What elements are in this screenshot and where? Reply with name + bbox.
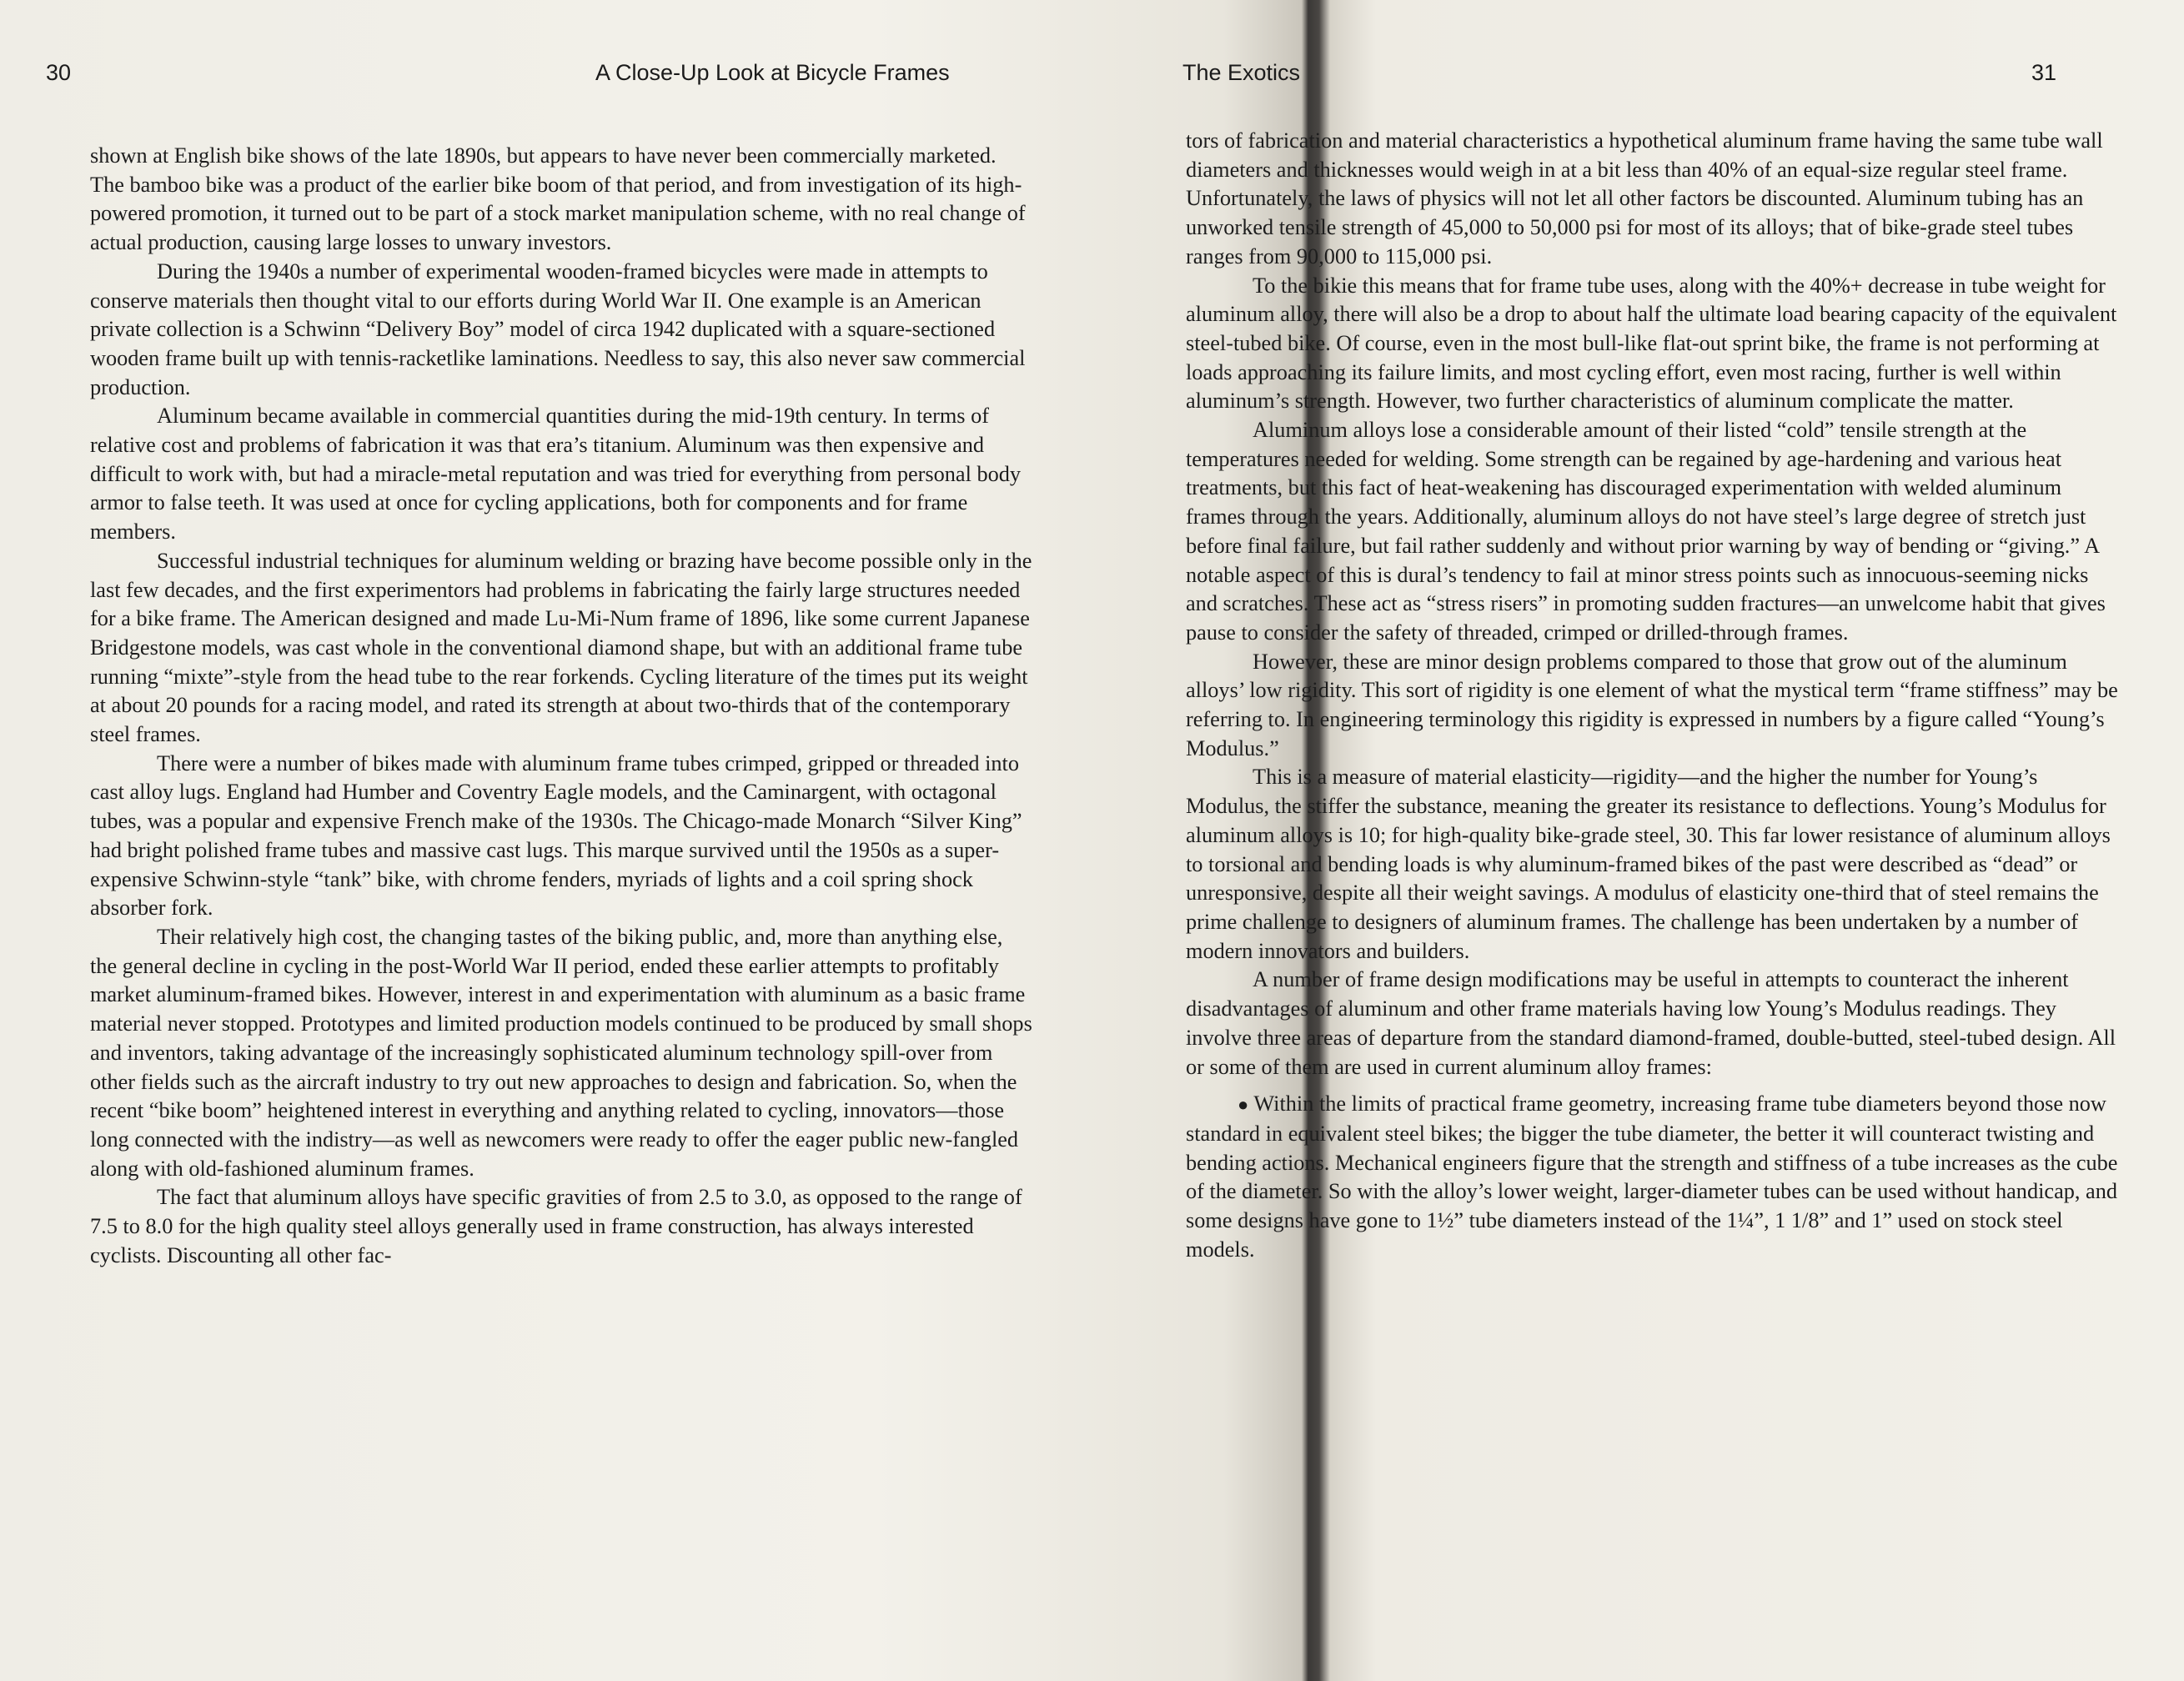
running-head: The Exotics	[1182, 60, 1301, 85]
paragraph: This is a measure of material elasticity—rigidity—and the higher the number for Young’s Modulus, the stiffer the substance, meaning the greater its resistance to deflections. Young’s Modulus for aluminum alloys is 10; for high-quality bike-grade steel, 30. This far lower resistance of aluminum alloys to torsional and bending loads is why aluminum-framed bikes of the past were described as “dead” or unresponsive, despite all their weight savings. A modulus of elasticity one-third that of steel remains the prime challenge to designers of aluminum frames. The challenge has been undertaken by a number of modern innovators and builders.	[1186, 765, 2111, 963]
paragraph: Aluminum became available in commercial quantities during the mid-19th century. In terms of relative cost and problems of fabrication it was that era’s titanium. Aluminum was then expensive and difficult to work with, but had a miracle-metal reputation and was tried for everything from personal body armor to false teeth. It was used at once for cycling applications, both for components and for frame members.	[90, 404, 1022, 544]
paragraph: shown at English bike shows of the late 1890s, but appears to have never been commercially marketed. The bamboo bike was a product of the earlier bike boom of that period, and from investigation of its high-powered promotion, it turned out to be part of a stock market manipulation scheme, with no real change of actual production, causing large losses to unwary investors.	[90, 143, 1026, 255]
page-number: 30	[46, 60, 72, 85]
paragraph: There were a number of bikes made with aluminum frame tubes crimped, gripped or threaded into cast alloy lugs. England had Humber and Coventry Eagle models, and the Caminargent, with octagonal tubes, was a popular and expensive French make of the 1930s. The Chicago-made Monarch “Silver King” had bright polished frame tubes and massive cast lugs. This marque survived until the 1950s as a super-expensive Schwinn-style “tank” bike, with chrome fenders, myriads of lights and a coil spring shock absorber fork.	[90, 750, 1022, 921]
paragraph: A number of frame design modifications may be useful in attempts to counteract the inherent disadvantages of aluminum and other frame materials having low Young’s Modulus readings. They involve three areas of departure from the standard diamond-framed, double-butted, steel-tubed design. All or some of them are used in current aluminum alloy frames:	[1186, 967, 2116, 1079]
paragraph: Their relatively high cost, the changing tastes of the biking public, and, more than anything else, the general decline in cycling in the post-World War II period, ended these earlier attempts to profitably market aluminum-framed bikes. However, interest in and experimentation with aluminum as a basic frame material never stopped. Prototypes and limited production models continued to be produced by small shops and inventors, taking advantage of the increasingly sophisticated aluminum technology spill-over from other fields such as the aircraft industry to try out new approaches to design and fabrication. So, when the recent “bike boom” heightened interest in everything and anything related to cycling, innovators—those long connected with the indistry—as well as newcomers were ready to offer the eager public new-fangled along with old-fashioned aluminum frames.	[90, 924, 1032, 1181]
left-page	[0, 0, 1084, 1681]
right-page	[1099, 0, 2184, 1681]
bullet-item	[1186, 1090, 2118, 1264]
paragraph: However, these are minor design problems compared to those that grow out of the aluminum alloys’ low rigidity. This sort of rigidity is one element of what the mystical term “frame stiffness” may be referring to. In engineering terminology this rigidity is expressed in numbers by a figure called “Young’s Modulus.”	[1186, 649, 2118, 760]
paragraph: To the bikie this means that for frame tube uses, along with the 40%+ decrease in tube weight for aluminum alloy, there will also be a drop to about half the ultimate load bearing capacity of the equivalent steel-tubed bike. Of course, even in the most bull-like flat-out sprint bike, the frame is not performing at loads approaching its failure limits, and most cycling effort, even most racing, further is well within aluminum’s strength. However, two further characteristics of aluminum complicate the matter.	[1186, 273, 2117, 414]
paragraph: Aluminum alloys lose a considerable amount of their listed “cold” tensile strength at the temperatures needed for welding. Some strength can be regained by age-hardening and various heat treatments, but this fact of heat-weakening has discouraged experimentation with welded aluminum frames through the years. Additionally, aluminum alloys do not have steel’s large degree of stretch just before final failure, but fail rather suddenly and without prior warning by way of bending or “giving.” A notable aspect of this is dural’s tendency to fail at minor stress points such as innocuous-seeming nicks and scratches. These act as “stress risers” in promoting sudden fractures—an unwelcome habit that gives pause to consider the safety of threaded, crimped or drilled-through frames.	[1186, 418, 2106, 645]
paragraph: During the 1940s a number of experimental wooden-framed bicycles were made in attempts to conserve materials then thought vital to our efforts during World War II. One example is an American private collection is a Schwinn “Delivery Boy” model of circa 1942 duplicated with a square-sectioned wooden frame built up with tennis-racketlike laminations. Needless to say, this also never saw commercial production.	[90, 258, 1026, 399]
paragraph: tors of fabrication and material characteristics a hypothetical aluminum frame having the same tube wall diameters and thicknesses would weigh in at a bit less than 40% of an equal-size regular steel frame. Unfortunately, the laws of physics will not let all other factors be discounted. Aluminum tubing has an unworked tensile strength of 45,000 to 50,000 psi for most of its alloys; that of bike-grade steel tubes ranges from 90,000 to 115,000 psi.	[1186, 128, 2103, 268]
body-text	[90, 142, 1032, 1270]
bullet-text: Within the limits of practical frame geometry, increasing frame tube diameters beyond those now standard in equivalent steel bikes; the bigger the tube diameter, the better it will counteract twisting and bending actions. Mechanical engineers figure that the strength and stiffness of a tube increases as the cube of the diameter. So with the alloy’s lower weight, larger-diameter tubes can be used without handicap, and some designs have gone to 1½” tube diameters instead of the 1¼”, 1 1/8” and 1” used on stock steel models.	[1186, 1091, 2118, 1262]
running-head: A Close-Up Look at Bicycle Frames	[595, 60, 950, 85]
bullet-icon: ●	[1238, 1094, 1249, 1116]
page-number: 31	[2031, 60, 2057, 85]
paragraph: Successful industrial techniques for aluminum welding or brazing have become possible only in the last few decades, and the first experimentors had problems in fabricating the fairly large structures needed for a bike frame. The American designed and made Lu-Mi-Num frame of 1896, like some current Japanese Bridgestone models, was cast whole in the conventional diamond shape, but with an additional frame tube running “mixte”-style from the head tube to the rear forkends. Cycling literature of the times put its weight at about 20 pounds for a racing model, and rated its strength at about two-thirds that of the contemporary steel frames.	[90, 548, 1032, 747]
body-text	[1186, 127, 2118, 1264]
paragraph: The fact that aluminum alloys have specific gravities of from 2.5 to 3.0, as opposed to the range of 7.5 to 8.0 for the high quality steel alloys generally used in frame construction, has always interested cyclists. Discounting all other fac-	[90, 1185, 1022, 1267]
